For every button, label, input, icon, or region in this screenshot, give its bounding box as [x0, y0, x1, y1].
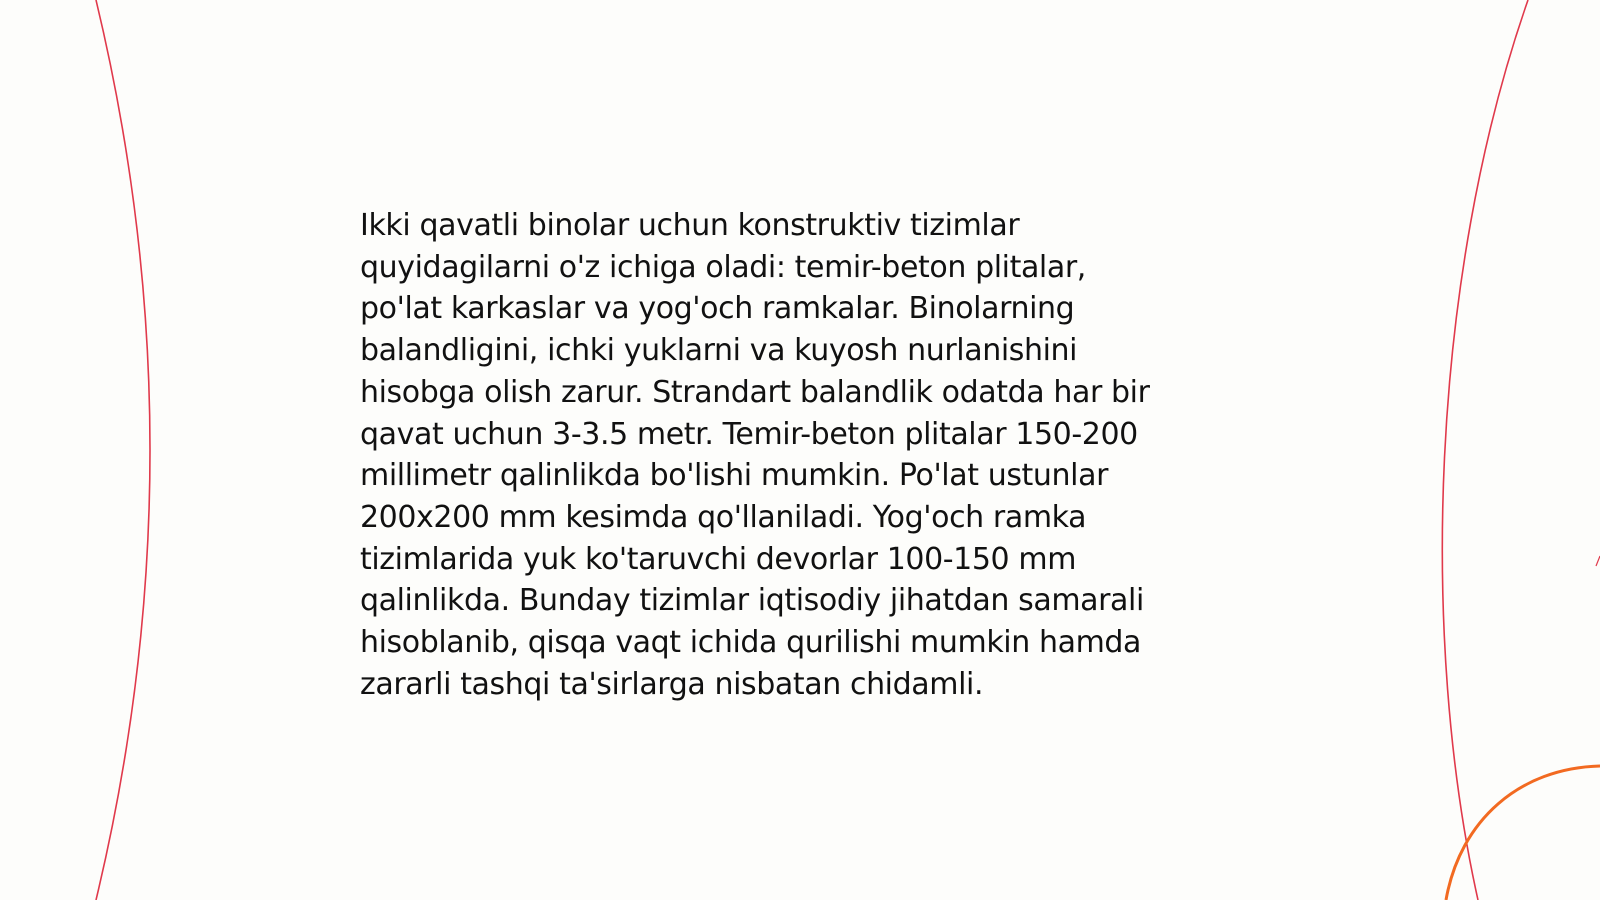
- paragraph-line: tizimlarida yuk ko'taruvchi devorlar 100-150 mm: [360, 541, 1077, 577]
- paragraph-line: zararli tashqi ta'sirlarga nisbatan chidamli.: [360, 666, 984, 702]
- paragraph-line: qavat uchun 3-3.5 metr. Temir-beton plitalar 150-200: [360, 416, 1138, 452]
- paragraph-line: qalinlikda. Bunday tizimlar iqtisodiy jihatdan samarali: [360, 583, 1144, 619]
- paragraph-line: hisoblanib, qisqa vaqt ichida qurilishi mumkin hamda: [360, 625, 1142, 661]
- right-edge-tick: [1596, 556, 1600, 566]
- paragraph-line: 200x200 mm kesimda qo'llaniladi. Yog'och ramka: [360, 499, 1087, 535]
- paragraph-line: Ikki qavatli binolar uchun konstruktiv tizimlar: [360, 208, 1020, 243]
- orange-accent-arc: [1446, 766, 1600, 900]
- left-curve-line: [96, 0, 150, 900]
- body-paragraph: [360, 205, 1260, 705]
- paragraph-line: balandligini, ichki yuklarni va kuyosh nurlanishini: [360, 333, 1078, 369]
- paragraph-line: millimetr qalinlikda bo'lishi mumkin. Po'lat ustunlar: [360, 458, 1109, 494]
- paragraph-line: hisobga olish zarur. Strandart balandlik odatda har bir: [360, 374, 1150, 410]
- right-curve-line: [1442, 0, 1528, 900]
- paragraph-line: quyidagilarni o'z ichiga oladi: temir-beton plitalar,: [360, 249, 1086, 285]
- paragraph-line: po'lat karkaslar va yog'och ramkalar. Binolarning: [360, 291, 1075, 327]
